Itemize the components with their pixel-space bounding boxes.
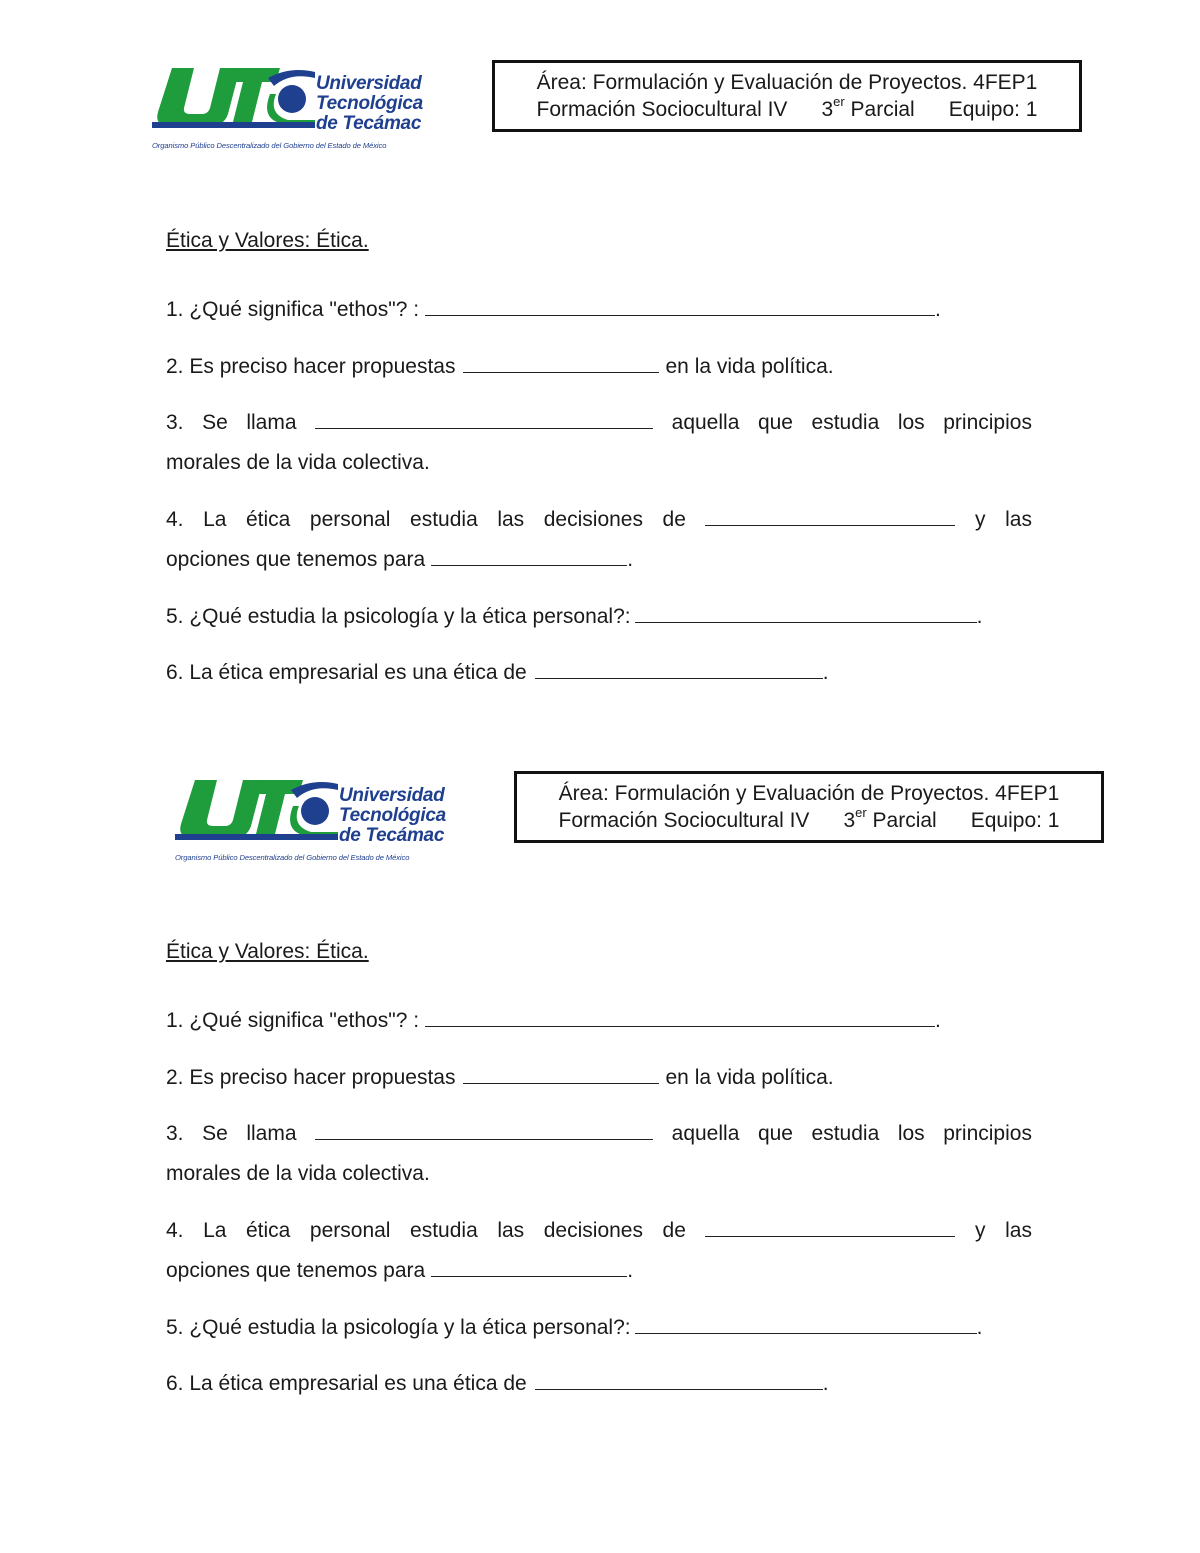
answer-blank[interactable] <box>535 1371 823 1390</box>
answer-blank[interactable] <box>635 604 977 623</box>
university-name: Universidad Tecnológica de Tecámac <box>339 785 446 846</box>
worksheet-title: Ética y Valores: Ética. <box>166 229 369 252</box>
header-area-line: Área: Formulación y Evaluación de Proyectos. 4FEP1 <box>558 782 1060 805</box>
header-subject: Formación Sociocultural IV <box>558 809 810 832</box>
answer-blank[interactable] <box>315 410 653 429</box>
question-3: 3. Se llama aquella que estudia los principios morales de la vida colectiva. <box>166 1122 1032 1185</box>
question-6: 6. La ética empresarial es una ética de . <box>166 661 829 684</box>
header-partial: 3er Parcial <box>821 94 915 121</box>
university-logo <box>173 776 465 866</box>
header-team: Equipo: 1 <box>948 98 1038 121</box>
answer-blank[interactable] <box>705 1218 955 1237</box>
header-box <box>514 771 1104 843</box>
university-name: Universidad Tecnológica de Tecámac <box>316 73 423 134</box>
header-team: Equipo: 1 <box>970 809 1060 832</box>
answer-blank[interactable] <box>431 547 627 566</box>
answer-blank[interactable] <box>463 1065 659 1084</box>
logo-caption: Organismo Público Descentralizado del Gobierno del Estado de México <box>152 141 387 150</box>
university-logo <box>150 64 442 154</box>
header-partial: 3er Parcial <box>843 805 937 832</box>
header-box <box>492 60 1082 132</box>
answer-blank[interactable] <box>425 1008 935 1027</box>
answer-blank[interactable] <box>535 660 823 679</box>
answer-blank[interactable] <box>635 1315 977 1334</box>
worksheet-copy-1 <box>0 0 1200 711</box>
question-1: 1. ¿Qué significa "ethos"? : . <box>166 1009 941 1032</box>
question-5: 5. ¿Qué estudia la psicología y la ética personal?: . <box>166 1316 983 1339</box>
answer-blank[interactable] <box>425 297 935 316</box>
logo-caption: Organismo Público Descentralizado del Gobierno del Estado de México <box>175 853 410 862</box>
ut-logo-icon <box>150 64 315 138</box>
question-5: 5. ¿Qué estudia la psicología y la ética personal?: . <box>166 605 983 628</box>
answer-blank[interactable] <box>315 1121 653 1140</box>
answer-blank[interactable] <box>463 354 659 373</box>
worksheet-copy-2 <box>0 711 1200 1422</box>
question-4: 4. La ética personal estudia las decisiones de y las opciones que tenemos para . <box>166 1219 1032 1282</box>
ut-logo-icon <box>173 776 338 850</box>
header-subject-line <box>495 96 1079 123</box>
question-4: 4. La ética personal estudia las decisiones de y las opciones que tenemos para . <box>166 508 1032 571</box>
header-subject-line <box>517 807 1101 834</box>
header-subject: Formación Sociocultural IV <box>536 98 788 121</box>
header-area-line: Área: Formulación y Evaluación de Proyectos. 4FEP1 <box>536 71 1038 94</box>
answer-blank[interactable] <box>705 507 955 526</box>
question-2: 2. Es preciso hacer propuestas en la vida política. <box>166 355 834 378</box>
worksheet-title: Ética y Valores: Ética. <box>166 940 369 963</box>
question-3: 3. Se llama aquella que estudia los principios morales de la vida colectiva. <box>166 411 1032 474</box>
question-6: 6. La ética empresarial es una ética de . <box>166 1372 829 1395</box>
answer-blank[interactable] <box>431 1258 627 1277</box>
question-2: 2. Es preciso hacer propuestas en la vida política. <box>166 1066 834 1089</box>
question-1: 1. ¿Qué significa "ethos"? : . <box>166 298 941 321</box>
